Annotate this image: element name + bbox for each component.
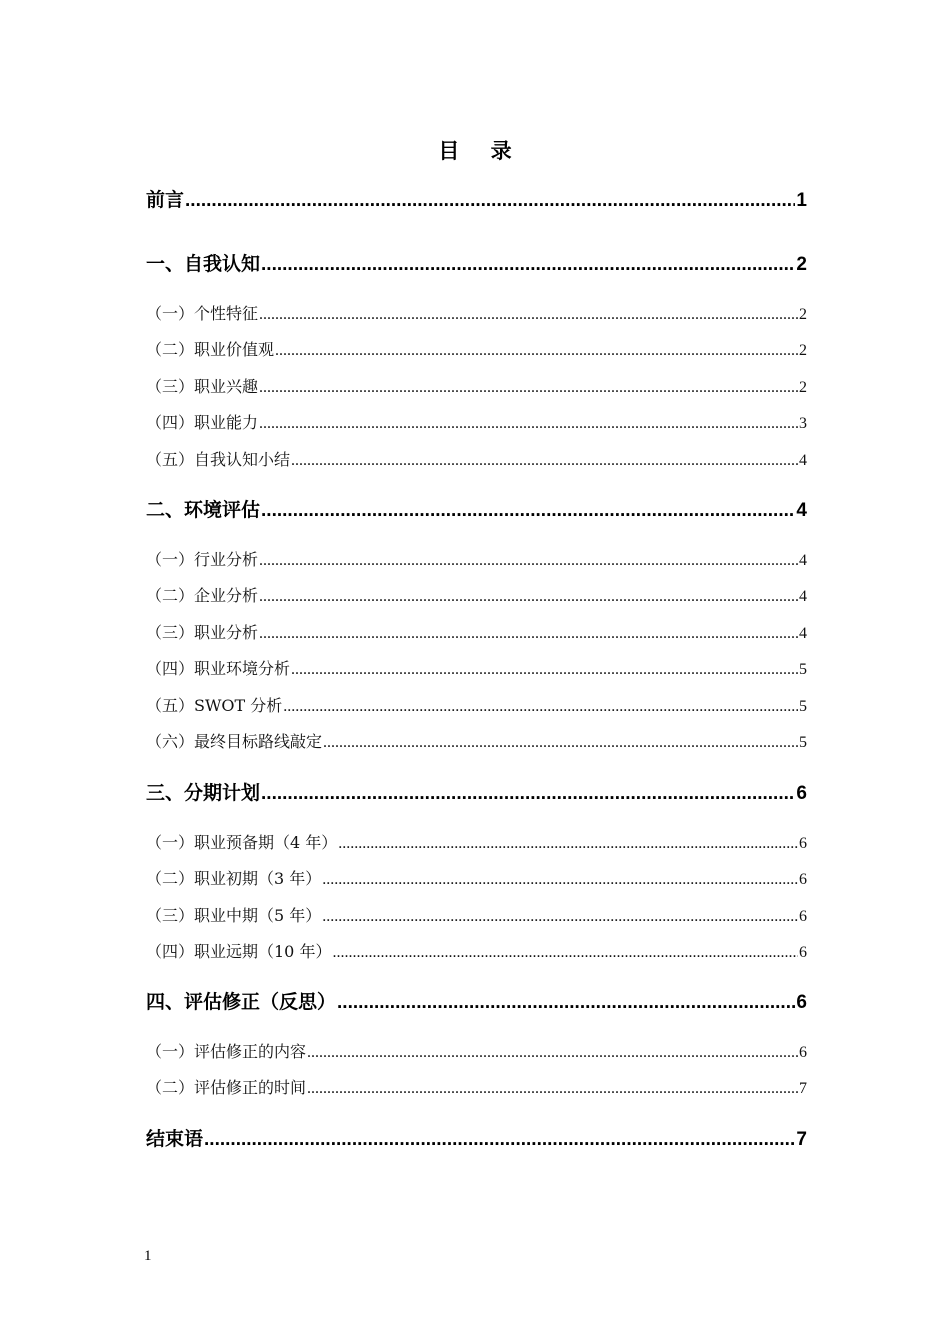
toc-entry[interactable] bbox=[146, 905, 807, 928]
toc-leader-dots bbox=[323, 732, 798, 754]
toc-entry-label: 前言 bbox=[146, 189, 185, 211]
toc-entry-page: 4 bbox=[799, 552, 807, 569]
toc-leader-dots bbox=[322, 906, 798, 928]
toc-leader-dots bbox=[338, 833, 798, 855]
toc-entry-page: 4 bbox=[799, 452, 807, 469]
toc-entry-label: （三）职业中期（5 年） bbox=[146, 906, 322, 925]
toc-entry[interactable] bbox=[146, 339, 807, 362]
toc-entry[interactable] bbox=[146, 868, 807, 891]
toc-entry[interactable] bbox=[146, 695, 807, 718]
toc-leader-dots bbox=[291, 450, 798, 472]
toc-leader-dots bbox=[283, 696, 798, 718]
toc-entry-label: （二）评估修正的时间 bbox=[146, 1078, 307, 1097]
toc-entry-page: 6 bbox=[799, 1044, 807, 1061]
toc-title: 目 录 bbox=[438, 139, 524, 163]
toc-entry-label: 一、自我认知 bbox=[146, 253, 261, 275]
toc-entry[interactable] bbox=[146, 832, 807, 855]
toc-entry[interactable] bbox=[146, 1126, 807, 1153]
toc-entry[interactable] bbox=[146, 412, 807, 435]
toc-entry-label: （五）SWOT 分析 bbox=[146, 696, 283, 715]
toc-entry-label: （一）职业预备期（4 年） bbox=[146, 833, 338, 852]
toc-entry-label: （四）职业远期（10 年） bbox=[146, 942, 332, 961]
toc-entry-label: 二、环境评估 bbox=[146, 499, 261, 521]
toc-entry[interactable] bbox=[146, 376, 807, 399]
toc-entry[interactable] bbox=[146, 989, 807, 1016]
toc-leader-dots bbox=[259, 304, 798, 326]
toc-entry-page: 6 bbox=[799, 871, 807, 888]
toc-leader-dots bbox=[261, 252, 795, 278]
toc-leader-dots bbox=[261, 781, 795, 807]
toc-entry-label: （五）自我认知小结 bbox=[146, 450, 291, 469]
toc-entry-label: 结束语 bbox=[146, 1128, 204, 1150]
toc-entry-page: 7 bbox=[799, 1080, 807, 1097]
toc-leader-dots bbox=[259, 550, 798, 572]
toc-leader-dots bbox=[261, 498, 795, 524]
toc-entry-label: 四、评估修正（反思） bbox=[146, 991, 337, 1013]
toc-entry-label: （一）评估修正的内容 bbox=[146, 1042, 307, 1061]
toc-entry[interactable] bbox=[146, 941, 807, 964]
toc-entry-page: 6 bbox=[799, 908, 807, 925]
toc-entry-page: 2 bbox=[799, 379, 807, 396]
toc-entry-page: 6 bbox=[799, 835, 807, 852]
toc-leader-dots bbox=[259, 586, 798, 608]
toc-entry-page: 4 bbox=[796, 500, 807, 521]
toc-leader-dots bbox=[185, 188, 795, 214]
toc-leader-dots bbox=[291, 659, 798, 681]
toc-entry[interactable] bbox=[146, 658, 807, 681]
toc-entry-page: 5 bbox=[799, 661, 807, 678]
toc-entry-page: 6 bbox=[796, 992, 807, 1013]
toc-entry-label: （一）行业分析 bbox=[146, 550, 259, 569]
toc-entry-label: （三）职业分析 bbox=[146, 623, 259, 642]
toc-leader-dots bbox=[307, 1078, 798, 1100]
toc-entry-label: （六）最终目标路线敲定 bbox=[146, 732, 323, 751]
toc-entry[interactable] bbox=[146, 251, 807, 278]
toc-entry[interactable] bbox=[146, 187, 807, 214]
toc-entry[interactable] bbox=[146, 1077, 807, 1100]
toc-entry-page: 2 bbox=[796, 254, 807, 275]
toc-entry[interactable] bbox=[146, 449, 807, 472]
toc-entry-label: （二）企业分析 bbox=[146, 586, 259, 605]
toc-entry[interactable] bbox=[146, 622, 807, 645]
toc-entry-label: （二）职业初期（3 年） bbox=[146, 869, 322, 888]
toc-entry-label: （二）职业价值观 bbox=[146, 340, 275, 359]
toc-entry-page: 4 bbox=[799, 625, 807, 642]
toc-leader-dots bbox=[275, 340, 798, 362]
toc-entry-label: 三、分期计划 bbox=[146, 782, 261, 804]
toc-leader-dots bbox=[204, 1127, 795, 1153]
toc-entry-page: 6 bbox=[796, 783, 807, 804]
toc-entry[interactable] bbox=[146, 780, 807, 807]
toc-entry[interactable] bbox=[146, 585, 807, 608]
toc-entry-page: 5 bbox=[799, 734, 807, 751]
toc-leader-dots bbox=[337, 990, 795, 1016]
toc-entry-page: 7 bbox=[796, 1129, 807, 1150]
toc-entry[interactable] bbox=[146, 1041, 807, 1064]
toc-leader-dots bbox=[259, 623, 798, 645]
toc-leader-dots bbox=[332, 942, 798, 964]
toc-entry-page: 3 bbox=[799, 415, 807, 432]
toc-leader-dots bbox=[307, 1042, 798, 1064]
toc-leader-dots bbox=[259, 377, 798, 399]
toc-entry[interactable] bbox=[146, 497, 807, 524]
toc-leader-dots bbox=[259, 413, 798, 435]
toc-entry-page: 6 bbox=[799, 944, 807, 961]
toc-entry-page: 2 bbox=[799, 342, 807, 359]
toc-entry[interactable] bbox=[146, 731, 807, 754]
toc-entry-label: （三）职业兴趣 bbox=[146, 377, 259, 396]
toc-entry-page: 4 bbox=[799, 588, 807, 605]
toc-entry-page: 5 bbox=[799, 698, 807, 715]
toc-entry[interactable] bbox=[146, 303, 807, 326]
toc-entry-label: （一）个性特征 bbox=[146, 304, 259, 323]
toc-entry-page: 2 bbox=[799, 306, 807, 323]
toc-entry-page: 1 bbox=[796, 190, 807, 211]
toc-entry-label: （四）职业能力 bbox=[146, 413, 259, 432]
footer-page-number: 1 bbox=[144, 1248, 152, 1264]
toc-entry-label: （四）职业环境分析 bbox=[146, 659, 291, 678]
toc-entry[interactable] bbox=[146, 549, 807, 572]
toc-leader-dots bbox=[322, 869, 798, 891]
